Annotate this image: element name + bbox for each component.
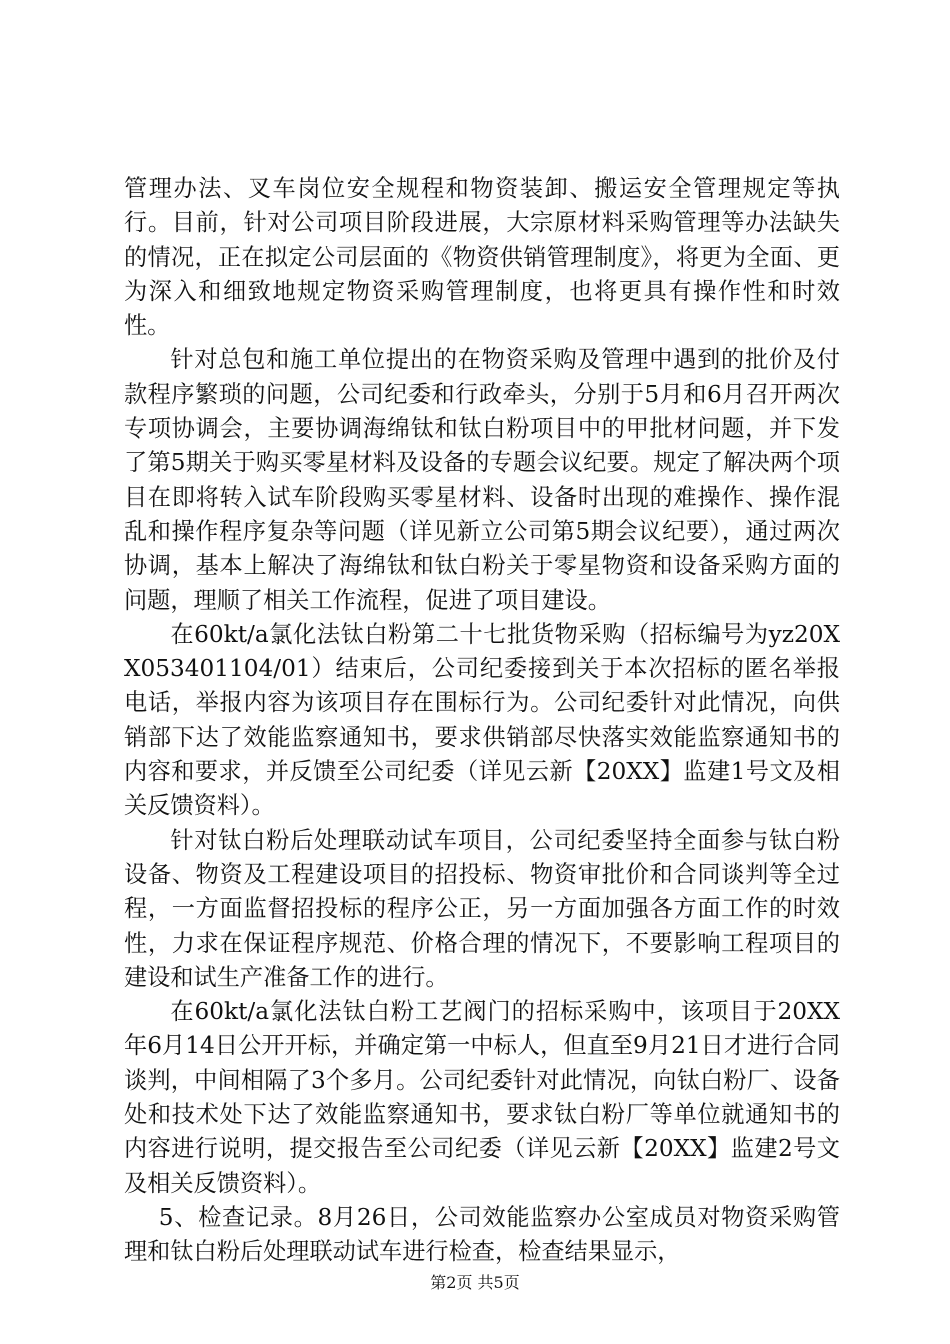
paragraph-inspection-record: 5、检查记录。8月26日，公司效能监察办公室成员对物资采购管理和钛白粉后处理联动试车进行检查，检查结果显示， <box>124 1203 840 1266</box>
paragraph-valve-procurement: 在60kt/a氯化法钛白粉工艺阀门的招标采购中，该项目于20XX年6月14日公开开标，并确定第一中标人，但直至9月21日才进行合同谈判，中间相隔了3个多月。公司纪委针对此情况，向钛白粉厂、设备处和技术处下达了效能监察通知书，要求钛白粉厂等单位就通知书的内容进行说明，提交报告至公司纪委（详见云新【20XX】监建2号文及相关反馈资料）。 <box>124 998 840 1197</box>
paragraph-trial-run: 针对钛白粉后处理联动试车项目，公司纪委坚持全面参与钛白粉设备、物资及工程建设项目的招投标、物资审批价和合同谈判等全过程，一方面监督招投标的程序公正，另一方面加强各方面工作的时效性，力求在保证程序规范、价格合理的情况下，不要影响工程项目的建设和试生产准备工作的进行。 <box>124 826 840 991</box>
body-text <box>124 172 840 1270</box>
page-footer: 第2页 共5页 <box>430 1273 520 1292</box>
paragraph-continuation: 管理办法、叉车岗位安全规程和物资装卸、搬运安全管理规定等执行。目前，针对公司项目阶段进展，大宗原材料采购管理等办法缺失的情况，正在拟定公司层面的《物资供销管理制度》，将更为全面、更为深入和细致地规定物资采购管理制度，也将更具有操作性和时效性。 <box>124 175 840 340</box>
paragraph-procurement-coordination: 针对总包和施工单位提出的在物资采购及管理中遇到的批价及付款程序繁琐的问题，公司纪委和行政牵头，分别于5月和6月召开两次专项协调会，主要协调海绵钛和钛白粉项目中的甲批材问题，并下发了第5期关于购买零星材料及设备的专题会议纪要。规定了解决两个项目在即将转入试车阶段购买零星材料、设备时出现的难操作、操作混乱和操作程序复杂等问题（详见新立公司第5期会议纪要），通过两次协调，基本上解决了海绵钛和钛白粉关于零星物资和设备采购方面的问题，理顺了相关工作流程，促进了项目建设。 <box>124 346 840 614</box>
paragraph-tender-report: 在60kt/a氯化法钛白粉第二十七批货物采购（招标编号为yz20XX053401104/01）结束后，公司纪委接到关于本次招标的匿名举报电话，举报内容为该项目存在围标行为。公司纪委针对此情况，向供销部下达了效能监察通知书，要求供销部尽快落实效能监察通知书的内容和要求，并反馈至公司纪委（详见云新【20XX】监建1号文及相关反馈资料）。 <box>124 620 840 820</box>
